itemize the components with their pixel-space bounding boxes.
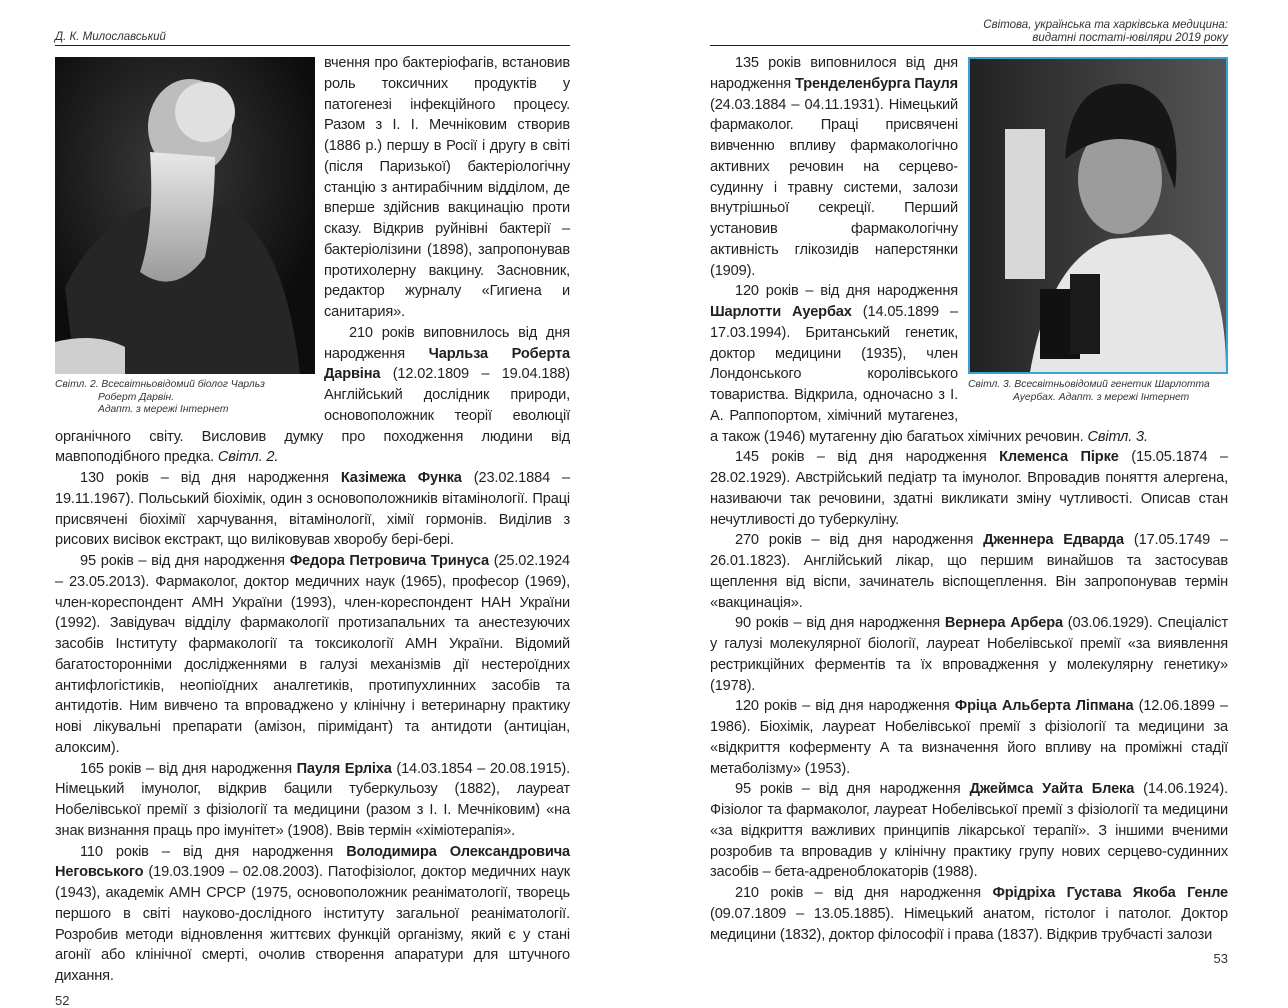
running-header-line: Світова, українська та харківська медицина: bbox=[983, 19, 1228, 31]
running-header bbox=[983, 19, 1228, 45]
paragraph-text: (12.06.1899 – 1986). Біохімік, лауреат Нобелівської премії з фізіології та медицини за «відкриття коферменту А та визначення його впливу на проміжні стадії метаболізму» (1953). bbox=[710, 698, 1228, 777]
paragraph-text: (24.03.1884 – 04.11.1931). Німецький фармаколог. Праці присвячені вивченню впливу фармакологічно активних речовин на серцево-судинну і травну системи, залози внутрішньої секреції. Перший установив фармакологічну активність глікозидів наперстянки (1909). bbox=[710, 96, 958, 279]
person-name: Пауля Ерліха bbox=[296, 760, 392, 777]
page-flow bbox=[710, 53, 1229, 967]
paragraph-text: 210 років виповнилось від дня народження bbox=[324, 324, 570, 362]
paragraph-text: 130 років – від дня народження bbox=[80, 470, 341, 486]
paragraph-text: 210 років – від дня народження bbox=[735, 885, 993, 901]
paragraph-text: (14.05.1899 – 17.03.1994). Британський генетик, доктор медицини (1935), член Лондонського королівського товариства. Відкрила, одночасно з І. А. Раппопортом, хімічний мутагенез, а також (1946) мутагенну дію багатьох хімічних речовин. bbox=[710, 304, 1088, 445]
caption-line: Ауербах. Адапт. з мережі Інтернет bbox=[1013, 391, 1190, 403]
running-header: Д. К. Милославський bbox=[55, 31, 166, 43]
paragraph bbox=[710, 447, 1228, 530]
paragraph bbox=[710, 883, 1228, 945]
paragraph-text: 165 років – від дня народження bbox=[80, 760, 297, 777]
paragraph bbox=[710, 696, 1228, 779]
full-text bbox=[55, 468, 570, 987]
caption-line: Адапт. з мережі Інтернет bbox=[98, 404, 229, 415]
paragraph-text: (03.06.1929). Спеціаліст у галузі молекулярної біології, лауреат Нобелівської премії «за виявлення рестрикційних ферментів та їх впровадження у молекулярну генетику» (1978). bbox=[710, 615, 1228, 694]
caption-line: Роберт Дарвін. bbox=[98, 391, 175, 403]
page-flow bbox=[55, 53, 571, 1008]
paragraph bbox=[55, 468, 570, 551]
paragraph bbox=[710, 779, 1228, 883]
paragraph-text: 95 років – від дня народження bbox=[735, 781, 970, 798]
paragraph bbox=[55, 759, 570, 842]
running-header-line: видатні постаті-ювіляри 2019 року bbox=[1032, 32, 1228, 44]
person-name: Дженнера Едварда bbox=[983, 532, 1125, 549]
figure-reference: Світл. 3. bbox=[1087, 428, 1148, 445]
paragraph-text: (15.05.1874 – 28.02.1929). Австрійський педіатр та імунолог. Впровадив поняття алергена, називаючи так речовини, здатні викликати зміну чутливості. Описав стан нечутливості до туберкуліну. bbox=[710, 449, 1229, 528]
figure bbox=[55, 57, 315, 417]
figure-reference: Світл. 2. bbox=[217, 449, 279, 466]
figure-caption bbox=[55, 379, 315, 417]
paragraph-text: (09.07.1809 – 13.05.1885). Німецький анатом, гістолог і патолог. Доктор медицини (1832), доктор філософії і права (1837). Відкрив трубчасті залози bbox=[710, 905, 1228, 943]
paragraph bbox=[710, 613, 1228, 696]
person-name: Шарлотти Ауербах bbox=[710, 304, 852, 320]
text-column bbox=[55, 53, 570, 987]
paragraph-text: (19.03.1909 – 02.08.2003). Патофізіолог, доктор медичних наук (1943), академік АМН СРСР (1975, основоположник реаніматології, творець першого в світі науково-дослідного інституту загальної реаніматології. Розробив методи відновлення життєвих функцій організму, який є у стані агонії або клінічної смерті, очолив створення апаратури для штучного дихання. bbox=[55, 864, 570, 984]
paragraph-text: 135 років виповнилося від дня народження bbox=[710, 55, 958, 92]
person-name: Володимира Олександровича Неговського bbox=[55, 843, 570, 881]
page-number: 53 bbox=[1213, 951, 1228, 967]
text-column bbox=[710, 53, 1228, 945]
paragraph-text: 95 років – від дня народження bbox=[80, 553, 290, 569]
header-rule bbox=[55, 45, 570, 46]
paragraph-text: (12.02.1809 – 19.04.188) Англійський дослідник природи, основоположник теорії еволюції органічного світу. Висловив думку про походження людини від мавпоподібного предка. bbox=[55, 366, 570, 466]
person-name: Казімежа Функа bbox=[340, 470, 462, 486]
caption-line: Світл. 2. Всесвітньовідомий біолог Чарльз bbox=[55, 379, 265, 390]
person-name: Чарльза Роберта Дарвіна bbox=[324, 345, 570, 383]
paragraph-text: 145 років – від дня народження bbox=[735, 449, 987, 466]
person-name: Джеймса Уайта Блека bbox=[969, 781, 1135, 798]
person-name: Тренделенбурга Пауля bbox=[795, 75, 958, 92]
person-name: Вернера Арбера bbox=[944, 615, 1063, 632]
darwin-photo bbox=[55, 57, 315, 374]
paragraph-text: вчення про бактеріофагів, встановив роль токсичних продуктів у патогенезі інфекційного процесу. Разом з І. І. Мечніковим створив (1886 р.) першу в Росії і другу в світі (після Паризької) бактеріологічну станцію з антирабічним відділом, де вперше здійснив вакцинацію проти сказу. Відкрив руйнівні бактерії – бактеріолізини (1898), запропонував протихолерну вакцину. Засновник, редактор журналу «Гигиена и санитария». bbox=[324, 55, 570, 320]
right-page bbox=[644, 0, 1288, 967]
person-name: Федора Петровича Тринуса bbox=[289, 553, 489, 569]
paragraph-text: 90 років – від дня народження bbox=[735, 615, 945, 632]
header-rule bbox=[710, 45, 1228, 46]
caption-line: Світл. 3. Всесвітньовідомий генетик Шарлотта bbox=[968, 379, 1210, 390]
person-name: Фріца Альберта Ліпмана bbox=[954, 698, 1134, 715]
figure-caption bbox=[968, 379, 1228, 404]
person-name: Клеменса Пірке bbox=[999, 449, 1119, 466]
paragraph bbox=[55, 551, 570, 759]
paragraph-text: 270 років – від дня народження bbox=[735, 532, 984, 549]
person-name: Фрідріха Густава Якоба Генле bbox=[992, 885, 1229, 901]
figure bbox=[968, 57, 1228, 404]
paragraph-text: (14.06.1924). Фізіолог та фармаколог, лауреат Нобелівської премії з фізіології та медицини «за відкриття важливих принципів лікарської терапії». З іншими вченими розробив та впровадив у клінічну практику групу нових серцево-судинних засобів – бета-адреноблокаторів (1988). bbox=[710, 781, 1228, 881]
auerbach-photo bbox=[968, 57, 1228, 374]
paragraph bbox=[55, 842, 570, 987]
paragraph-text: (17.05.1749 – 26.01.1823). Англійський лікар, що першим винайшов та застосував щеплення від віспи, зачинатель віспощеплення. Він запропонував термін «вакцинація». bbox=[710, 532, 1228, 611]
paragraph-text: 120 років – від дня народження bbox=[735, 283, 958, 300]
paragraph-text: 120 років – від дня народження bbox=[735, 698, 955, 715]
full-text bbox=[710, 530, 1228, 945]
paragraph-text: (23.02.1884 – 19.11.1967). Польський біохімік, один з основоположників вітамінології. Праці присвячені біохімії харчування, вітамінології, хімії гормонів. Виділив з рисових висівок екстракт, що виліковував хворобу бері-бері. bbox=[55, 470, 571, 549]
paragraph bbox=[710, 530, 1228, 613]
paragraph-text: 110 років – від дня народження bbox=[80, 843, 347, 860]
paragraph-text: (25.02.1924 – 23.05.2013). Фармаколог, доктор медичних наук (1965), професор (1969), член-кореспондент АМН України (1993), член-кореспондент НАН України (1992). Завідувач відділу фармакології протизапальних та анестезуючих засобів Інституту фармакології та токсикології АМН України. Відомий багатосторонніми дослідженнями в галузі механізмів дії нестероїдних антифлогістиків, неопіоїдних аналгетиків, протипухлинних засобів та антидотів. Ним вивчено та впроваджено у клінічну і ветеринарну практику нові лікувальні препарати (амізон, піримідант) та антидоти (антиціан, алоксим). bbox=[55, 553, 571, 756]
page-number: 52 bbox=[55, 992, 70, 1008]
paragraph-text: (14.03.1854 – 20.08.1915). Німецький імунолог, відкрив бацили туберкульозу (1882), лауреат Нобелівської премії з фізіології та медицини (разом з І. І. Мечніковим) «на знак визнання праць про імунітет» (1908). Ввів термін «хіміотерапія». bbox=[55, 760, 570, 839]
